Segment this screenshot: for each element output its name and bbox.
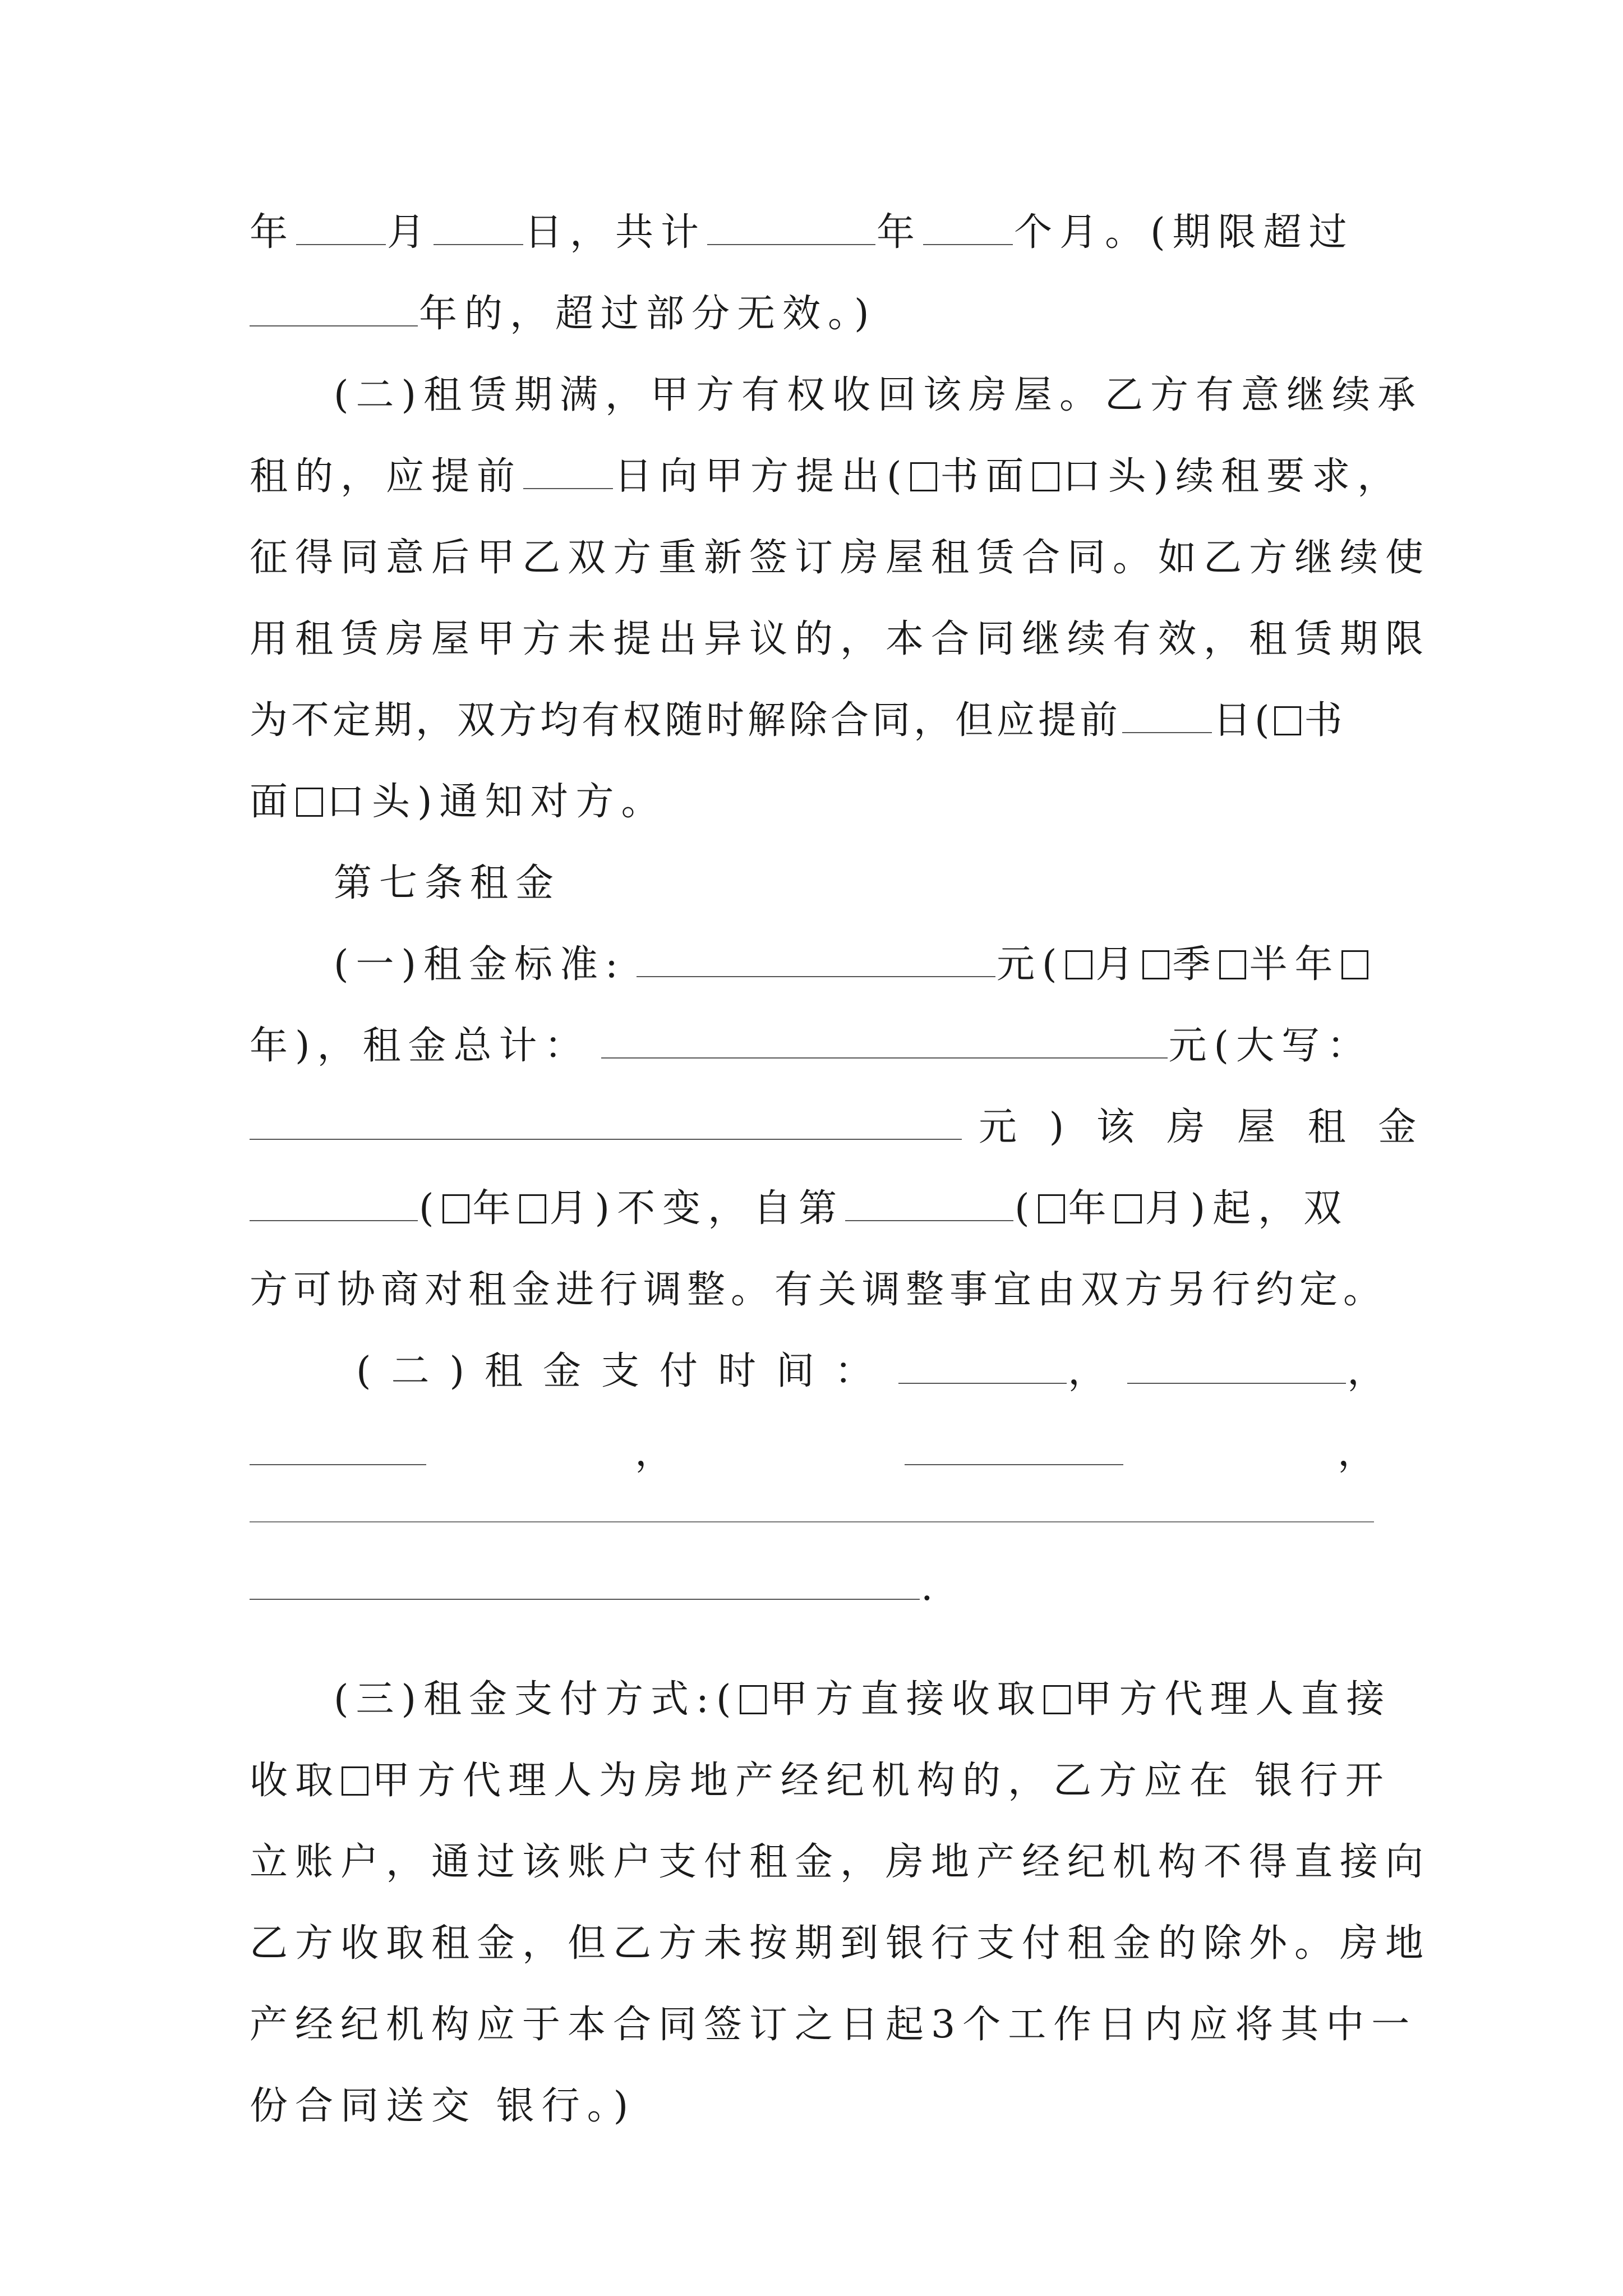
checkbox[interactable] [1219, 950, 1246, 979]
clause-line-4 [250, 454, 1403, 499]
clause-line-1 [250, 210, 1354, 255]
blank-field[interactable] [845, 1186, 1013, 1221]
paragraph-text: 用租赁房屋甲方未提出异议的，本合同继续有效，租赁期限 [250, 617, 1431, 661]
clause-line-23 [250, 2003, 1417, 2047]
checkbox[interactable] [342, 1766, 368, 1796]
clause-line-16 [250, 1430, 1383, 1475]
clause-line-6 [250, 617, 1431, 662]
blank-field[interactable] [923, 210, 1013, 245]
text-day-total: 日，共计 [524, 210, 707, 255]
blank-field[interactable] [434, 210, 523, 245]
blank-field[interactable] [707, 210, 875, 245]
paragraph-text: 征得同意后甲乙双方重新签订房屋租赁合同。如乙方继续使 [250, 536, 1431, 580]
paragraph-text: 日向甲方提出( [614, 454, 909, 499]
paragraph-text: 产经纪机构应于本合同签订之日起3个工作日内应将其中一 [250, 2003, 1417, 2047]
checkbox[interactable] [1066, 950, 1092, 979]
separator: ， [1068, 1349, 1127, 1393]
text-months-limit: 个月。(期限超过 [1014, 210, 1354, 255]
checkbox[interactable] [296, 788, 323, 817]
rent-total-label: 年)，租金总计： [250, 1024, 590, 1068]
option-label-written: 书面 [940, 454, 1031, 499]
clause-line-24 [250, 2084, 635, 2129]
text-year: 年 [250, 210, 296, 255]
paragraph-text: 份合同送交 银行。) [250, 2084, 636, 2128]
clause-line-18 [250, 1565, 940, 1610]
payment-time-field[interactable] [250, 1521, 1374, 1522]
paragraph-text: 为不定期，双方均有权随时解除合同，但应提前 [250, 698, 1122, 743]
clause-line-10 [334, 942, 1372, 987]
payment-time-field[interactable] [905, 1430, 1123, 1465]
paragraph-text: 租的，应提前 [250, 454, 523, 499]
option-label-half-year: 半年 [1249, 942, 1340, 987]
option-label-direct: 甲方直接收取 [769, 1677, 1043, 1722]
text-month: 月 [387, 210, 433, 255]
option-label-year: 年 [472, 1186, 518, 1231]
option-label-agency: 甲方代理人为房地产经纪机构的，乙方应在 银行开 [372, 1759, 1391, 1803]
clause-line-12 [250, 1105, 1426, 1150]
option-label-agent: 甲方代理人直接 [1073, 1677, 1392, 1722]
clause-line-22 [250, 1921, 1431, 1966]
checkbox[interactable] [1115, 1194, 1142, 1223]
paragraph-text: (二)租赁期满，甲方有权收回该房屋。乙方有意继续承 [334, 373, 1423, 417]
option-label-written: 面 [250, 780, 296, 824]
option-label-year: 年 [1068, 1186, 1114, 1231]
clause-2-heading-line [334, 373, 1423, 418]
rent-total-field[interactable] [601, 1024, 1168, 1059]
blank-field[interactable] [523, 454, 613, 489]
article-7-heading [334, 861, 561, 906]
blank-field[interactable] [250, 1186, 418, 1221]
checkbox[interactable] [740, 1685, 767, 1714]
paragraph-text: 口头)通知对方。 [326, 780, 667, 824]
paragraph-text: ( [419, 1186, 441, 1231]
separator: ， [635, 1430, 681, 1475]
paragraph-text: ( [1015, 1186, 1037, 1231]
option-label-month: 月 [1095, 942, 1141, 987]
checkbox[interactable] [1038, 1194, 1065, 1223]
period: . [921, 1565, 940, 1609]
checkbox[interactable] [519, 1194, 546, 1223]
blank-field[interactable] [1122, 698, 1212, 733]
paragraph-text: 方可协商对租金进行调整。有关调整事宜由双方另行约定。 [250, 1268, 1387, 1312]
checkbox[interactable] [442, 1194, 469, 1223]
clause-line-14 [250, 1268, 1387, 1313]
option-label-written: 书 [1304, 698, 1346, 743]
clause-line-15 [356, 1349, 1405, 1394]
paragraph-text: 元( [996, 942, 1064, 987]
option-label-oral: 口头)续租要求， [1062, 454, 1403, 499]
rent-uppercase-field[interactable] [250, 1105, 962, 1140]
rent-standard-label: (一)租金标准: [334, 942, 625, 987]
paragraph-text: 月)不变，自第 [549, 1186, 845, 1231]
checkbox[interactable] [1142, 950, 1169, 979]
checkbox[interactable] [910, 462, 937, 491]
clause-line-19 [334, 1677, 1392, 1722]
paragraph-text: 元(大写： [1168, 1024, 1373, 1068]
text-excess-invalid: 年的，超过部分无效。) [419, 292, 877, 336]
paragraph-text: 元 ) 该 房 屋 租 金 [979, 1105, 1427, 1149]
clause-line-20 [250, 1759, 1391, 1803]
payment-time-field[interactable] [898, 1349, 1067, 1384]
payment-time-label: (二)租金支付时间： [356, 1349, 893, 1393]
payment-time-field[interactable] [250, 1430, 426, 1465]
clause-line-8 [250, 780, 667, 825]
clause-line-5 [250, 536, 1431, 581]
paragraph-text: 乙方收取租金，但乙方未按期到银行支付租金的除外。房地 [250, 1921, 1431, 1966]
payment-time-field[interactable] [250, 1565, 920, 1600]
checkbox[interactable] [1341, 950, 1368, 979]
payment-method-label: (三)租金支付方式:( [334, 1677, 739, 1722]
paragraph-text: 日( [1213, 698, 1273, 743]
checkbox[interactable] [1032, 462, 1059, 491]
paragraph-text: 收取 [250, 1759, 341, 1803]
checkbox[interactable] [1044, 1685, 1071, 1714]
payment-time-field[interactable] [1127, 1349, 1346, 1384]
paragraph-text: 月)起，双 [1145, 1186, 1349, 1231]
blank-field[interactable] [296, 210, 386, 245]
paragraph-text: 立账户，通过该账户支付租金，房地产经纪机构不得直接向 [250, 1840, 1431, 1884]
option-label-quarter: 季 [1172, 942, 1218, 987]
text-year: 年 [877, 210, 923, 255]
clause-line-13 [250, 1186, 1349, 1231]
clause-line-7 [250, 698, 1346, 743]
separator: ， [1338, 1430, 1384, 1475]
separator: ， [1347, 1349, 1406, 1393]
blank-field[interactable] [250, 292, 418, 326]
clause-line-2 [250, 292, 877, 337]
rent-standard-field[interactable] [637, 942, 995, 977]
clause-line-21 [250, 1840, 1431, 1885]
checkbox[interactable] [1274, 706, 1301, 735]
clause-line-11 [250, 1024, 1372, 1069]
section-heading: 第七条租金 [334, 861, 561, 905]
